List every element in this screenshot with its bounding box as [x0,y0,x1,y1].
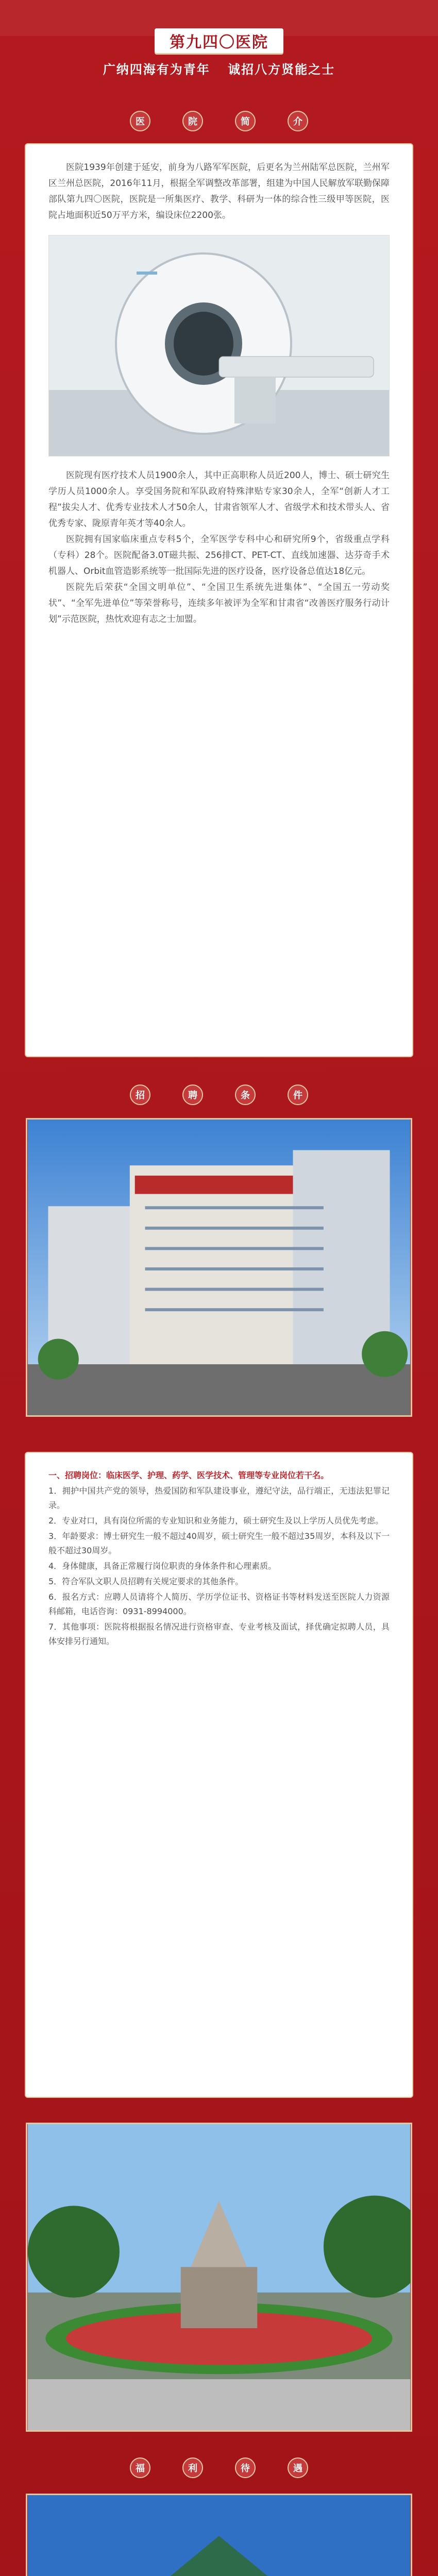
intro-title-char-1: 医 [130,111,150,131]
building-section-header [0,1084,438,1105]
benefits-title-char-4: 遇 [288,2458,308,2478]
hospital-building-photo [26,1118,412,1417]
pavilion-image [27,2495,411,2576]
intro-title-char-2: 院 [182,111,203,131]
hospital-name: 第九四〇医院 [170,34,268,51]
intro-section-header [0,111,438,131]
intro-paragraph-2: 医院现有医疗技术人员1900余人，其中正高职称人员近200人，博士、硕士研究生学历人员1000余人。享受国务院和军队政府特殊津贴专家30余人，全军“创新人才工程”拔尖人才、优秀专业技术人才50余人，甘肃省领军人才、省级学术和技术带头人、省优秀专家、陇原青年英才等40余人。 [48,470,390,529]
intro-paragraph-3: 医院拥有国家临床重点专科5个，全军医学专科中心和研究所9个，省级重点学科（专科）28个。医院配备3.0T磁共振、256排CT、PET-CT、直线加速器、达芬奇手术机器人、Orbit血管造影系统等一批国际先进的医疗设备，医疗设备总值达18亿元。 [48,534,390,577]
ct-scanner-photo [48,235,390,456]
ct-scanner-image [49,235,389,456]
hospital-building-image [27,1120,411,1415]
benefits-title-char-2: 利 [182,2458,203,2478]
recruit-title-char-3: 条 [235,1084,256,1105]
recruit-item-6: 6．报名方式：应聘人员请将个人简历、学历学位证书、资格证书等材料发送至医院人力资源科邮箱，电话咨询：0931-8994000。 [48,1592,390,1616]
recruit-item-1: 1．拥护中国共产党的领导，热爱国防和军队建设事业，遵纪守法，品行端正，无违法犯罪记录。 [48,1486,390,1510]
intro-title-char-4: 介 [288,111,308,131]
recruit-title-char-2: 聘 [182,1084,203,1105]
recruit-item-7: 7．其他事项：医院将根据报名情况进行资格审查、专业考核及面试，择优确定拟聘人员，具体安排另行通知。 [48,1622,390,1646]
pavilion-photo [26,2494,412,2576]
intro-paragraph-1: 医院1939年创建于延安，前身为八路军军医院，后更名为兰州陆军总医院，兰州军区兰州总医院，2016年11月，根据全军调整改革部署，组建为中国人民解放军联勤保障部队第九四〇医院，医院是一所集医疗、教学、科研为一体的综合性三级甲等医院，医院占地面积近50万平方米，编设床位2200张。 [48,162,390,221]
recruit-title-char-4: 件 [288,1084,308,1105]
intro-card [26,144,412,1056]
monument-image [27,2124,411,2430]
slogan [0,59,438,77]
recruit-item-5: 5．符合军队文职人员招聘有关规定要求的其他条件。 [48,1577,244,1586]
benefits-title-char-1: 福 [130,2458,150,2478]
benefits-section-header [0,2458,438,2478]
recruit-item-4: 4．身体健康，具备正常履行岗位职责的身体条件和心理素质。 [48,1561,277,1571]
benefits-title-char-3: 待 [235,2458,256,2478]
monument-photo [26,2123,412,2432]
hospital-title-plate [155,28,283,53]
intro-paragraph-4: 医院先后荣获“全国文明单位”、“全国卫生系统先进集体”、“全国五一劳动奖状”、“全军先进单位”等荣誉称号，连续多年被评为全军和甘肃省“改善医疗服务行动计划”示范医院，热忱欢迎有志之士加盟。 [48,582,390,624]
slogan-left: 广纳四海有为青年 [103,62,210,77]
recruit-intro: 一、招聘岗位：临床医学、护理、药学、医学技术、管理等专业岗位若干名。 [48,1470,329,1480]
slogan-right: 诚招八方贤能之士 [228,62,335,77]
recruit-card [26,1453,412,2097]
recruit-item-3: 3．年龄要求：博士研究生一般不超过40周岁，硕士研究生一般不超过35周岁，本科及以下一般不超过30周岁。 [48,1531,390,1555]
recruit-title-char-1: 招 [130,1084,150,1105]
recruit-item-2: 2．专业对口，具有岗位所需的专业知识和业务能力，硕士研究生及以上学历人员优先考虑。 [48,1516,384,1526]
intro-title-char-3: 简 [235,111,256,131]
